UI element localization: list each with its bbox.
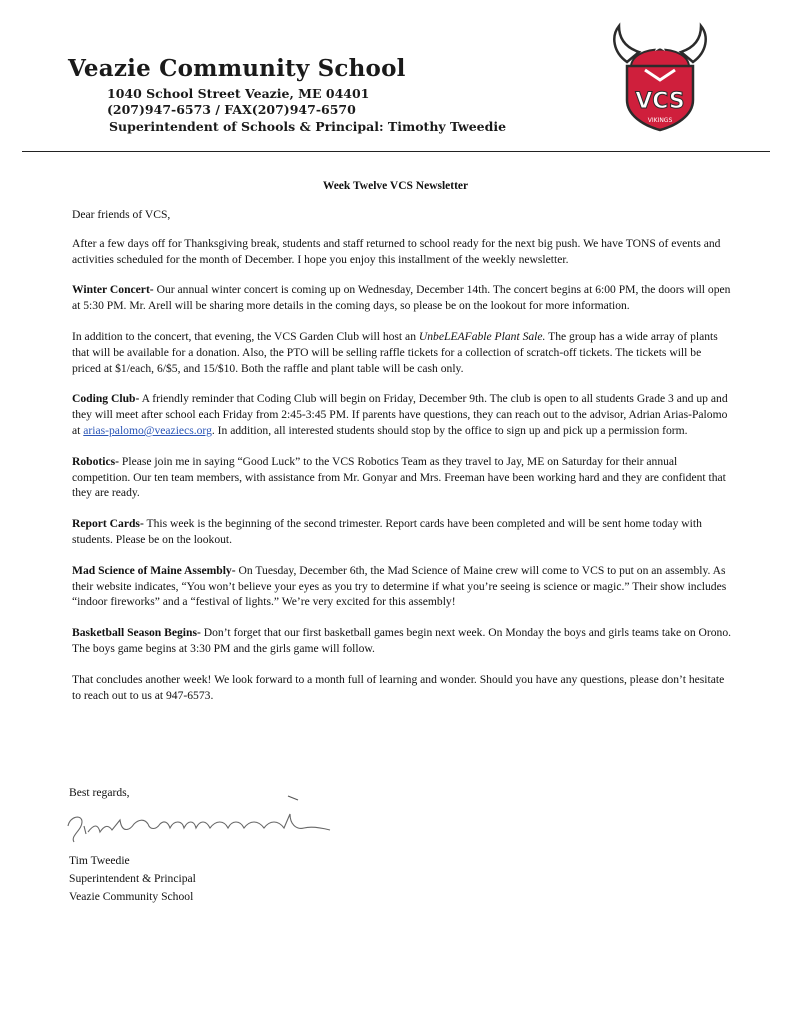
newsletter-body bbox=[72, 207, 732, 718]
school-phone-fax: (207)947-6573 / FAX(207)947-6570 bbox=[107, 102, 356, 117]
signer-role: Superintendent & Principal bbox=[69, 872, 196, 885]
coding-club-paragraph bbox=[72, 391, 732, 438]
school-address: 1040 School Street Veazie, ME 04401 bbox=[107, 86, 370, 101]
letterhead bbox=[0, 0, 791, 160]
section-heading: Coding Club- bbox=[72, 392, 140, 406]
signer-name: Tim Tweedie bbox=[69, 854, 130, 867]
signer-school: Veazie Community School bbox=[69, 890, 194, 903]
robotics-paragraph bbox=[72, 454, 732, 501]
section-heading: Basketball Season Begins- bbox=[72, 626, 201, 640]
plant-sale-paragraph bbox=[72, 329, 732, 376]
section-heading: Winter Concert- bbox=[72, 283, 154, 297]
section-heading: Robotics- bbox=[72, 454, 120, 468]
section-text: This week is the beginning of the second trimester. Report cards have been completed and will be sent home today with students. Please be on the lookout. bbox=[72, 517, 702, 546]
section-heading: Report Cards- bbox=[72, 517, 144, 531]
logo-subtext: VIKINGS bbox=[647, 117, 673, 124]
section-heading: Mad Science of Maine Assembly- bbox=[72, 563, 236, 577]
school-name: Veazie Community School bbox=[68, 55, 406, 82]
section-text: The group has a wide array of plants that will be available for a donation. Also, the PTO will be selling raffle tickets for a collection of scratch-off tickets. The tickets will be priced at $1/each, 6/$5, and 15/$10. Both the raffle and plant table will be cash only. bbox=[72, 329, 718, 375]
section-text: Our annual winter concert is coming up on Wednesday, December 14th. The concert begins at 6:00 PM, the doors will open at 5:30 PM. Mr. Arell will be sharing more details in the coming days, so please be on the lookout for more information. bbox=[72, 283, 731, 313]
report-cards-paragraph bbox=[72, 516, 732, 548]
section-text: A friendly reminder that Coding Club will begin on Friday, December 9th. The club is open to all students Grade 3 and up and they will meet after school each Friday from 2:45-3:45 PM. If parents have questions, they can reach out to the advisor, Adrian Arias-Palomo at bbox=[72, 392, 728, 437]
section-text: In addition to the concert, that evening, the VCS Garden Club will host an bbox=[72, 329, 419, 343]
section-text: Please join me in saying “Good Luck” to the VCS Robotics Team as they travel to Jay, ME on Saturday for their annual competition. Our ten team members, with assistance from Mr. Gonyar and Mrs. Freeman have been working hard and they are confident that they are ready. bbox=[72, 454, 726, 500]
conclusion-paragraph: That concludes another week! We look forward to a month full of learning and wonder. Should you have any questions, please don’t hesitate to reach out to us at 947-6573. bbox=[72, 672, 725, 702]
greeting: Dear friends of VCS, bbox=[72, 208, 171, 221]
logo-text: VCS bbox=[635, 89, 685, 114]
newsletter-title: Week Twelve VCS Newsletter bbox=[322, 180, 469, 192]
section-text: . In addition, all interested students should stop by the office to sign up and pick up a permission form. bbox=[211, 423, 688, 437]
advisor-email-link[interactable]: arias-palomo@veaziecs.org bbox=[83, 423, 212, 437]
winter-concert-paragraph bbox=[72, 282, 732, 314]
signature-block bbox=[69, 852, 196, 906]
basketball-paragraph bbox=[72, 625, 732, 657]
section-text: On Tuesday, December 6th, the Mad Science of Maine crew will come to VCS to put on an assembly. As their website indicates, “You won’t believe your eyes as you try to determine if what you’re seeing is science or magic.” Their show includes “indoor fireworks” and a “festival of lights.” We’re very excited for this assembly! bbox=[72, 563, 727, 609]
superintendent-line: Superintendent of Schools & Principal: Timothy Tweedie bbox=[109, 119, 507, 134]
header-divider bbox=[22, 151, 770, 152]
closing: Best regards, bbox=[69, 786, 130, 799]
intro-paragraph: After a few days off for Thanksgiving break, students and staff returned to school ready for the next big push. We have TONS of events and activities scheduled for the month of December. I hope you enjoy this installment of the weekly newsletter. bbox=[72, 236, 721, 266]
handwritten-signature bbox=[60, 790, 340, 850]
mad-science-paragraph bbox=[72, 563, 732, 610]
plant-sale-name: UnbeLEAFable Plant Sale. bbox=[418, 329, 546, 343]
vcs-viking-logo-icon bbox=[605, 22, 715, 134]
section-text: Don’t forget that our first basketball games begin next week. On Monday the boys and girls teams take on Orono. The boys game begins at 3:30 PM and the girls game will follow. bbox=[72, 626, 732, 655]
